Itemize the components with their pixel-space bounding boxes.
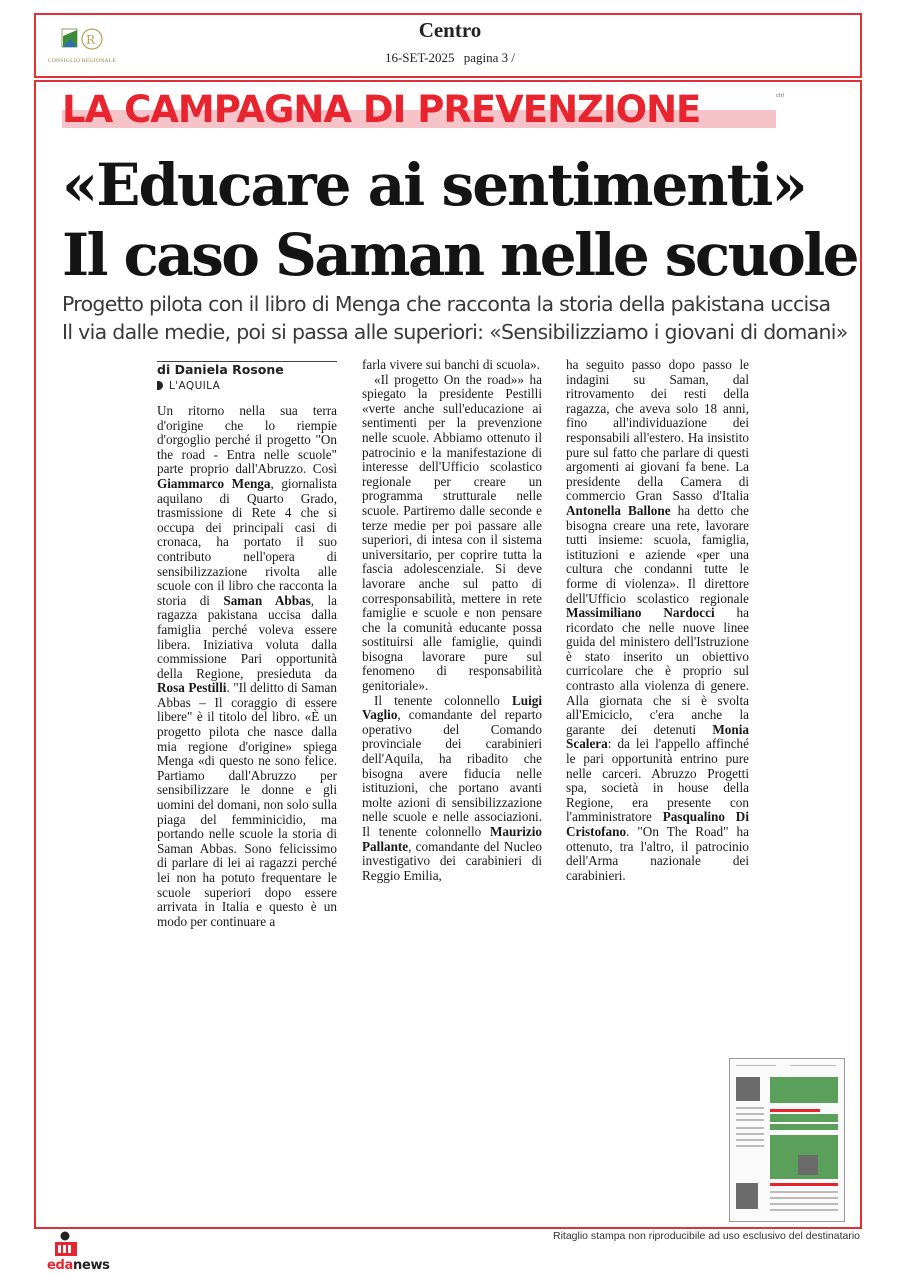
headline-line-2: Il caso Saman nelle scuole [62,221,857,289]
copyright-disclaimer: Ritaglio stampa non riproducibile ad uso esclusivo del destinatario [553,1230,861,1242]
kicker: LA CAMPAGNA DI PREVENZIONE [62,88,701,131]
dateline-text: L'AQUILA [169,380,221,392]
page-thumbnail [729,1058,845,1222]
brand-red: eda [47,1258,73,1273]
brand-dark: news [73,1258,110,1273]
edanews-wordmark [47,1258,110,1273]
article-column-1: Un ritorno nella sua terra d'origine che lo riempie d'orgoglio perché il progetto "On the road - Entra nelle scuole" parte proprio dall'Abruzzo. Così Giammarco Menga, giornalista aquilano di Quarto Grado, trasmissione di Rete 4 che si occupa dei principali casi di cronaca, ha portato il suo contributo nell'opera di sensibilizzazione rivolta alle scuole con il libro che racconta la storia di Saman Abbas, la ragazza pakistana uccisa dalla famiglia perché voleva essere libera. Iniziativa voluta dalla commissione Pari opportunità della Regione, presieduta da Rosa Pestilli. "Il delitto di Saman Abbas – Il coraggio di essere libere" è il titolo del libro. «È un progetto pilota che nasce dalla mia regione d'origine» spiega Menga «di questo ne sono felice. Partiamo dall'Abruzzo per sensibilizzare le donne e gli uomini del domani, non solo sulla piaga del femminicidio, ma portando nelle scuole la storia di Saman Abbas. Sono felicissimo di parlare di lei ai ragazzi perché lei non ha potuto frequentare le scuole superiori dopo essere arrivata in Italia e questo è un modo per continuare a [157,403,338,929]
svg-text:R: R [86,33,96,47]
headline-line-1: «Educare ai sentimenti» [62,151,806,219]
subheading-line-2: Il via dalle medie, poi si passa alle superiori: «Sensibilizziamo i giovani di domani» [62,320,848,344]
logo-caption: CONSIGLIO REGIONALE [47,58,117,64]
article-column-2: farla vivere sui banchi di scuola». «Il progetto On the road»» ha spiegato la presidente Pestilli «verte anche sull'educazione ai sentimenti per la prevenzione nelle scuole. Abbiamo ottenuto il patrocinio e la manifestazione di interesse dell'Ufficio scolastico regionale per creare un programma strutturale nelle scuole. Partiremo dalle seconde e terze medie per poi passare alle superiori, di intesa con il sistema universitario, per coprire tutta la fascia adolescenziale. Si deve lavorare anche sul patto di corresponsabilità, mettere in rete famiglie e scuole e non pensare che la comunità educante possa sostituirsi alle famiglie, quindi bisogna lavorare pure sul fenomeno di responsabilità genitoriale». Il tenente colonnello Luigi Vaglio, comandante del reparto operativo del Comando provinciale dei carabinieri dell'Aquila, ha ribadito che bisogna avere fiducia nelle istituzioni, che portano avanti molte azioni di sensibilizzazione nelle scuole e nelle associazioni. Il tenente colonnello Maurizio Pallante, comandante del Nucleo investigativo dei carabinieri di Reggio Emilia, [362,357,542,883]
page-number: pagina 3 / [463,50,516,65]
subheading-line-1: Progetto pilota con il libro di Menga che racconta la storia della pakistana uccisa [62,292,831,316]
byline: di Daniela Rosone [157,362,284,377]
publication-name: Centro [418,18,482,42]
publication-date-line [0,50,900,66]
small-mark: ctrl [776,93,785,99]
publication-date: 16-SET-2025 [384,50,455,65]
dateline [157,380,220,392]
dateline-marker-icon [157,381,163,390]
article-column-3: ha seguito passo dopo passo le indagini su Saman, dal ritrovamento dei resti della ragazza, che aveva solo 18 anni, fino all'individuazione dei responsabili all'estero. Ha insistito pure sul fatto che parlare di questi argomenti ai giovani fa bene. La presidente della Camera di commercio Gran Sasso d'Italia Antonella Ballone ha detto che bisogna creare una rete, lavorare tutti insieme: scuola, famiglia, istituzioni e aziende «per una cultura che condanni tutte le forme di violenza». Il direttore dell'Ufficio scolastico regionale Massimiliano Nardocci ha ricordato che nelle nuove linee guida del ministero dell'Istruzione è stato inserito un obiettivo curricolare che è proprio sul contrasto alla violenza di genere. Alla giornata che si è svolta all'Emiciclo, c'era anche la garante dei detenuti Monia Scalera: da lei l'appello affinché le pari opportunità entrino pure nelle carceri. Abruzzo Progetti spa, società in house della Regione, era presente con l'amministratore Pasqualino Di Cristofano. "On The Road" ha ottenuto, tra l'altro, il patrocinio dell'Arma nazionale dei carabinieri. [566,357,749,883]
